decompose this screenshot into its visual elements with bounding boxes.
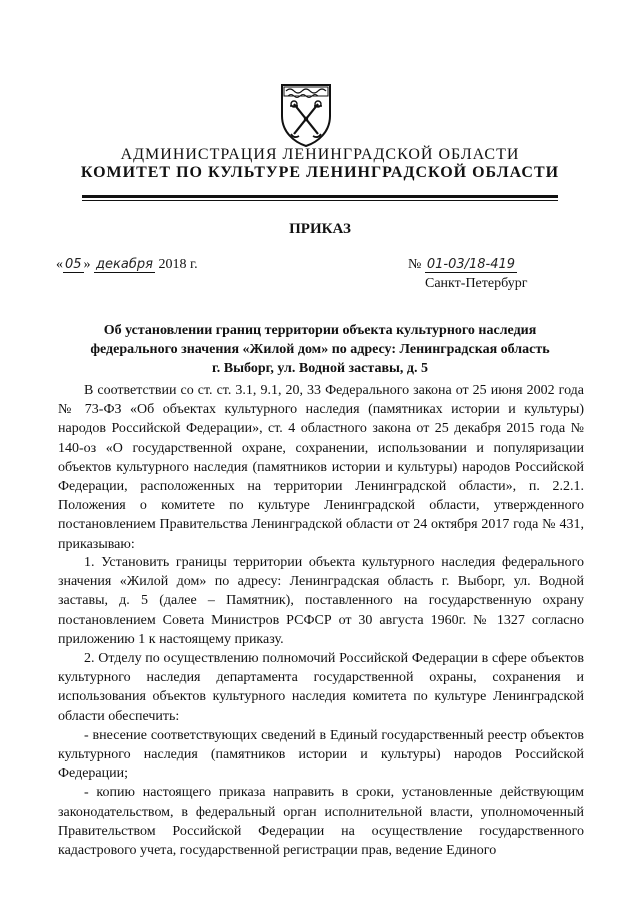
- document-type-title: ПРИКАЗ: [289, 221, 351, 237]
- order-item: 2. Отделу по осуществлению полномочий Российской Федерации в сфере объектов культурного наследия департамента государственной охраны, сохранения и использования объектов культурного наследия комитета по культуре Ленинградской области обеспечить:: [58, 651, 584, 724]
- number-value: 01-03/18-419: [426, 257, 516, 272]
- subject-line: г. Выборг, ул. Водной заставы, д. 5: [211, 361, 429, 376]
- date-open-quote: «: [56, 257, 63, 272]
- date-year: 2018 г.: [158, 257, 198, 272]
- order-number: [408, 257, 517, 273]
- preamble-paragraph: В соответствии со ст. ст. 3.1, 9.1, 20, 33 Федерального закона от 25 июня 2002 года № 73-ФЗ «Об объектах культурного наследия (памятниках истории и культуры) народов Российской Федерации», ст. 4 областного закона от 25 декабря 2015 года № 140-оз «О государственной охране, сохранении, использовании и популяризации объектов культурного наследия (памятников истории и культуры) народов Российской Федерации, расположенных на территории Ленинградской области», п. 2.2.1. Положения о комитете по культуре Ленинградской области, утвержденного постановлением Правительства Ленинградской области от 24 октября 2017 года № 431, приказываю:: [58, 383, 584, 552]
- administration-name: АДМИНИСТРАЦИЯ ЛЕНИНГРАДСКОЙ ОБЛАСТИ: [120, 146, 520, 163]
- order-date: [56, 257, 198, 273]
- order-city: Санкт-Петербург: [425, 276, 528, 291]
- date-day: 05: [65, 257, 82, 272]
- date-close-quote: »: [83, 257, 91, 272]
- number-sign: №: [408, 257, 422, 272]
- subject-line: федерального значения «Жилой дом» по адресу: Ленинградская область: [90, 342, 550, 357]
- date-month: декабря: [96, 257, 153, 272]
- coat-of-arms-icon: [276, 82, 336, 148]
- subject-line: Об установлении границ территории объекта культурного наследия: [103, 323, 537, 338]
- order-item: 1. Установить границы территории объекта культурного наследия федерального значения «Жилой дом» по адресу: Ленинградская область г. Выборг, ул. Водной заставы, д. 5 (далее – Памятник), поставленного на государственную охрану постановлением Совета Министров РСФСР от 30 августа 1960г. № 1327 согласно приложению 1 к настоящему приказу.: [58, 555, 584, 647]
- header-divider-thin: [82, 200, 558, 201]
- committee-name: КОМИТЕТ ПО КУЛЬТУРЕ ЛЕНИНГРАДСКОЙ ОБЛАСТИ: [80, 164, 560, 181]
- preamble-block: [58, 381, 584, 554]
- order-subitem: - внесение соответствующих сведений в Единый государственный реестр объектов культурного наследия (памятников истории и культуры) народов Российской Федерации;: [58, 727, 584, 782]
- order-items: [58, 553, 584, 860]
- order-subject: [76, 321, 564, 378]
- order-subitem: - копию настоящего приказа направить в сроки, установленные действующим законодательством, в федеральный орган исполнительной власти, уполномоченный Правительством Российской Федерации на осуществление государственного кадастрового учета, государственной регистрации прав, ведение Единого: [58, 785, 584, 859]
- header-divider-thick: [82, 195, 558, 198]
